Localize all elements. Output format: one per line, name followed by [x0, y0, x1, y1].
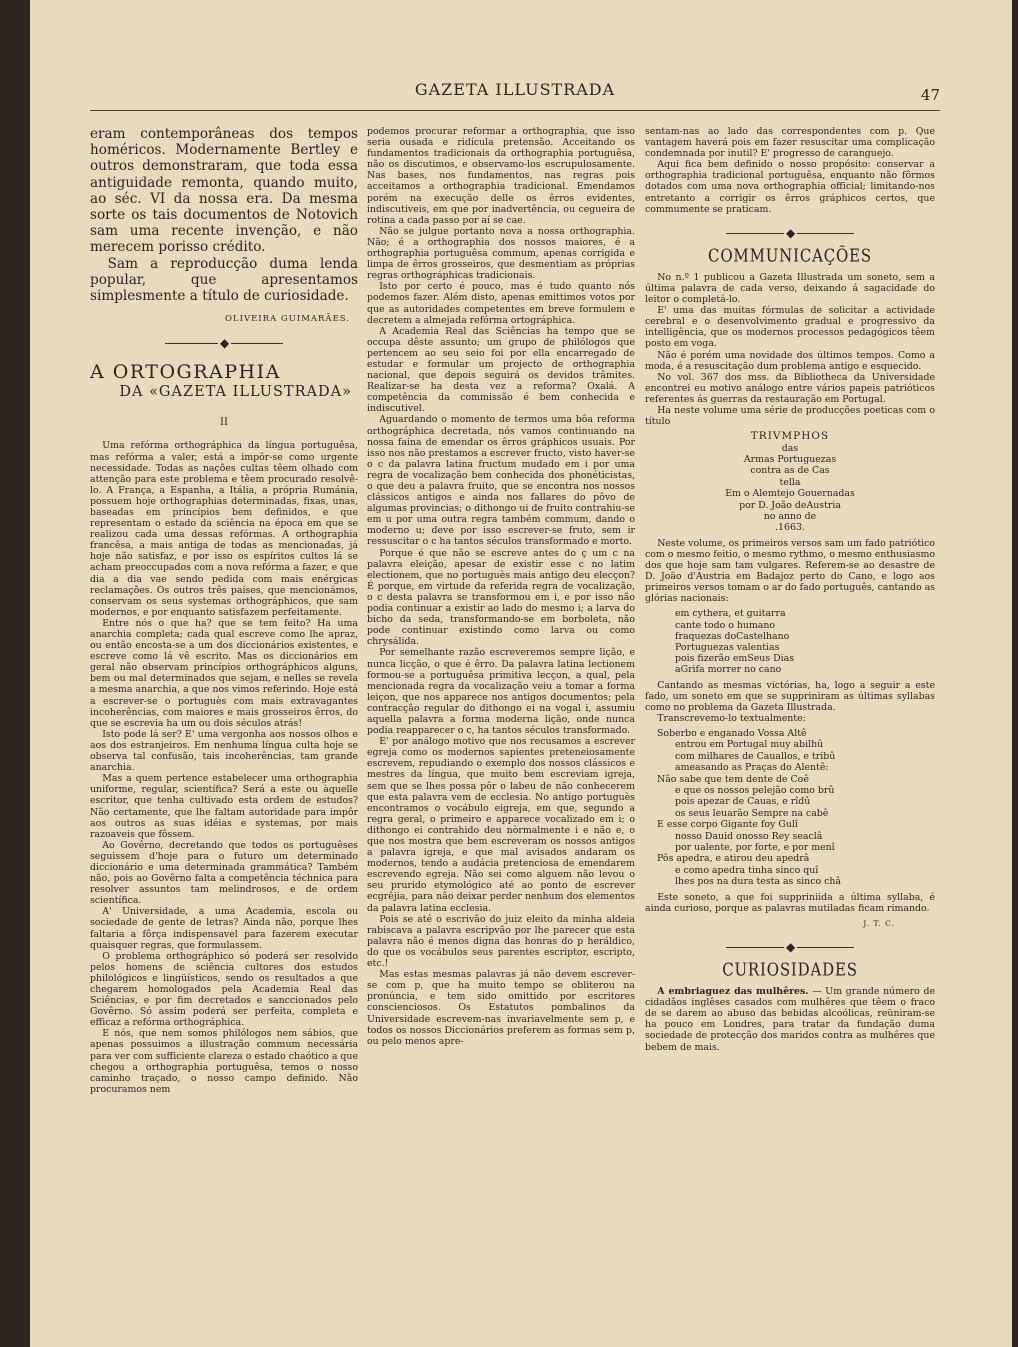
paragraph: sentam-nas ao lado das correspondentes com p. Que vantagem haverá pois em fazer resuscitar uma complicação condemnada por inutil? E' progresso de caranguejo. — [645, 126, 935, 160]
paragraph: Transcrevemo-lo textualmente: — [657, 712, 806, 724]
item-lead: A embriaguez das mulhêres. — [657, 986, 809, 998]
sonnet-line: por ualente, por forte, e por menî — [675, 842, 835, 854]
sonnet-line: lhes pos na dura testa as sinco châ — [675, 876, 841, 888]
verse-line: em cythera, et guitarra — [675, 608, 786, 620]
paragraph: O problema orthográphico só poderá ser resolvido pelos homens de sciência cultores dos estudos philológicos e lingüísticos, sendo os resultados a que chegarem homologados pela Academia Real das Sciências, e por fim decretados e sanccionados pelo Govêrno. Só assim poderá ser perfeita, completa e efficaz a refórma orthográphica. — [90, 950, 358, 1029]
paragraph: Porque é que não se escreve antes do ç um c na palavra eleição, apesar de existir esse c no latim electionem, que no portuguès mais antigo deu elecçon? É porque, em virtude da referida regra de vocalização, o c desta palavra se transformou em i, e por isso não podia continuar a existir ao lado do mesmo i; a larva do bicho da seda, transformando-se em borboleta, não pode continuar existindo como larva ou como chrysálida. — [367, 547, 635, 648]
title-line: contra as de Cas — [750, 465, 830, 477]
previous-article-ending — [90, 126, 358, 304]
paragraph — [645, 986, 935, 1053]
paragraph: No vol. 367 dos mss. da Bibliotheca da Universidade encontrei eu motivo análogo entre vários papeis patrióticos referentes ás guerras da restauração em Portugal. — [645, 371, 935, 405]
column-3 — [645, 126, 935, 1336]
paragraph: E' uma das muitas fórmulas de solicitar a actividade cerebral e o desenvolvimento gradual e progressivo da intelligência, que os modernos processos pedagógicos têem posto em voga. — [645, 305, 935, 350]
diamond-ornament-icon: ◆ — [220, 336, 230, 351]
sonnet-line: Não sabe que tem dente de Coê — [657, 773, 809, 785]
paragraph: A Academia Real das Sciências ha tempo que se occupa dêste assunto; um grupo de philólogos que pertencem ao seu seio foi por ella encarregado de estudar e formular um projecto de orthographia nacional, que depois seguirá os devidos trâmites. Realizar-se ha desta vez a reforma? Oxalá. A competência da commissão é bem conhecida e indiscutivel. — [367, 325, 635, 415]
sonnet-line: Soberbo e enganado Vossa Altê — [657, 727, 807, 739]
column-2 — [367, 126, 635, 1336]
item-text: — Um grande número de cidadãos inglêses casados com mulhêres que têem o fraco de se darem ao abuso das bebidas alcoólicas, reüniram-se ha pouco em Londres, para tratar da fundação duma sociedade de protecção dos maridos contra as mulhêres que bebem de mais. — [645, 986, 935, 1053]
sonnet — [657, 728, 935, 888]
title-line: TRIVMPHOS — [750, 430, 830, 443]
paragraph: Mas estas mesmas palavras já não devem escrever-se com p, que ha muito tempo se obliterou na pronúncia, e tem sido omittido por escritores conscienciosos. Os Estatutos pombalinos da Universidade escrevem-nas invariavelmente sem p, e todos os nossos Diccionários preferem as formas sem p, ou pelo menos apre- — [367, 969, 635, 1047]
author-signature: OLIVEIRA GUIMARÃES. — [224, 314, 350, 325]
sonnet-line: pois apezar de Cauas, e rîdû — [675, 796, 811, 808]
sonnet-line: ameasando as Praças do Alentê: — [675, 762, 829, 774]
section-divider — [90, 331, 358, 355]
sonnet-line: e como apedra tinha sinco quî — [675, 864, 819, 876]
title-line: das — [781, 442, 799, 454]
paragraph: Isto por certo é pouco, mas é tudo quanto nós podemos fazer. Além disto, apenas emittimos votos por que as autoridades competentes em breve formulem e decretem a almejada refórma ortográphica. — [367, 281, 635, 326]
fado-verse — [675, 608, 935, 675]
verse-line: aGrifa morrer no cano — [675, 664, 782, 676]
sonnet-line: e que os nossos pelejão como brû — [675, 785, 835, 796]
title-line: Em o Alemtejo Gouernadas — [725, 488, 855, 500]
paragraph: Sam a reproducção duma lenda popular, que apresentamos simplesmente a título de curiosidade. — [90, 255, 358, 305]
paragraph: Cantando as mesmas victórias, ha, logo a seguir a este fado, um soneto em que se suppriniram as últimas syllabas como no problema da Gazeta Illustrada. — [645, 679, 935, 713]
paragraph: Neste volume, os primeiros versos sam um fado patriótico com o mesmo feitio, o mesmo rythmo, o mesmo enthusiasmo dos que hoje sam tam vulgares. Referem-se ao desastre de D. João d'Austria em Badajoz perto do Cano, e logo aos primeiros versos tomam o ar do fado português, cantando as glórias nacionais: — [645, 537, 935, 605]
page-number: 47 — [920, 86, 940, 104]
paragraph: A' Universidade, a uma Academia, escola ou sociedade de gente de letras? Ainda não, porque lhes faltaria a fôrça indispensavel para fazerem executar quaisquer regras, que formulassem. — [90, 906, 358, 951]
paragraph: Mas a quem pertence estabelecer uma orthographia uniforme, regular, scientífica? Será a este ou àquelle escritor, que tenha cultivado esta ordem de estudos? Não certamente, que lhe faltam autoridade para impôr aos outros as suas idéias e systemas, por mais razoaveis que fôssem. — [90, 773, 358, 840]
paragraph: Uma refórma orthográphica da língua portuguêsa, mas refórma a valer, está a impôr-se como urgente necessidade. Todas as nações cultas têem olhado com attenção para este problema e têem procurado resolvê-lo. A França, a Espanha, a Itália, a própria Rumánia, possuem hoje orthographias determinadas, fixas, unas, baseadas em princípios bem definidos, e que representam o estado da sciência na época em que se realizou cada uma dessas refórmas. A orthographia francêsa, a mais antiga de todas as mencionadas, já hoje não satisfaz, e por isso os espíritos cultos lá se acham preoccupados com a nova refórma a fazer, e que dia a dia vae sendo pedida com mais enérgicas reclamações. Os outros três países, que mencionámos, conservam os seus systemas orthográphicos, que sam modernos, e por enquanto satisfazem perfeitamente. — [90, 440, 358, 618]
verse-line: cante todo o humano — [675, 619, 776, 631]
paragraph: No n.º 1 publicou a Gazeta Illustrada um soneto, sem a última palavra de cada verso, deixando á sagacidade do leitor o completá-lo. — [645, 271, 935, 306]
paragraph: podemos procurar reformar a orthographia, que isso seria ousada e ridícula pretensão. Acceitando os fundamentos tradicionais da orthographia portuguêsa, não os discutimos, e observamo-los escrupulosamente. Nas bases, nos fundamentos, nas regras pois acceitamos a orthographia tradicional. Emendamos porém na execução delle os êrros evidentes, indiscutiveis, em que por inadvertência, ou cegueira de rotina a cada passo por aí se cae. — [367, 126, 635, 226]
diamond-ornament-icon: ◆ — [786, 225, 796, 240]
paragraph: Pois se até o escrivão do juiz eleito da minha aldeia rabiscava a palavra escripvão por lhe parecer que esta palavra não é menos digna das honras do p heráldico, do que os vocábulos seus parentes escriptor, escripto, etc.! — [367, 913, 635, 970]
paragraph: Aqui fica bem definido o nosso propósito: conservar a orthographia tradicional portuguêsa, enquanto não fôrmos dotados com uma nova orthographia official; limitando-nos entretanto a corrigir os êrros gráphicos certos, que commumente se praticam. — [645, 159, 935, 215]
title-line: .1663. — [775, 522, 805, 534]
section-divider — [645, 935, 935, 959]
title-line: tella — [779, 476, 801, 488]
sonnet-line: Pôs apedra, e atirou deu apedrâ — [657, 853, 810, 865]
paragraph: Não é porém uma novidade dos últimos tempos. Como a moda, é a resuscitação dum problema antigo e esquecido. — [645, 349, 935, 372]
diamond-ornament-icon: ◆ — [786, 939, 796, 954]
paragraph: E nós, que nem somos philólogos nem sábios, que apenas possuimos a illustração commum necessária para ver com sufficiente clareza o estado chaótico a que chegou a orthographia portuguêsa, temos o nosso caminho traçado, o nosso campo definido. Não procuramos nem — [90, 1028, 358, 1095]
paragraph: Ha neste volume uma série de producções poeticas com o título — [645, 404, 935, 428]
title-line: no anno de — [763, 511, 817, 522]
article-title: A ORTOGRAPHIA — [90, 361, 281, 384]
paragraph: Não se julgue portanto nova a nossa orthographia. Não; é a orthographia dos nossos maiores, é a orthographia portuguêsa commum, apenas corrigida e limpa de êrros grosseiros, que desmentiam as próprias regras orthográphicas tradicionais. — [367, 225, 635, 282]
paragraph: Este soneto, a que foi suppriniida a última syllaba, é ainda curioso, porque as palavras mutiladas ficam rimando. — [645, 891, 935, 914]
header-rule — [90, 110, 940, 111]
paragraph: Por semelhante razão escreveremos sempre lição, e nunca licção, o que é êrro. Da palavra latina lectionem formou-se a portuguêsa primitiva lecçon, a qual, pela mencionada regra da vocalização veiu a tomar a forma leiçon, que nos apparece nos antigos documentos; pela contracção regular do dithongo ei na vogal i, assumiu aquella palavra a forma moderna lição, onde nunca podia reapparecer o c, ha tantos séculos transformado. — [367, 647, 635, 737]
verse-line: Portuguezas valentias — [675, 641, 780, 653]
article-subtitle: DA «GAZETA ILLUSTRADA» — [119, 384, 352, 401]
sonnet-line: os seus leuarão Sempre na cabê — [675, 807, 829, 819]
paragraph: Aguardando o momento de termos uma bôa reforma orthográphica decretada, nós vamos continuando na nossa faina de emendar os êrros gráphicos usuais. Por isso nos não prestamos a escrever fructo, visto haver-se o c da palavra latina fructum mudado em i por uma regra de vocalização bem conhecida dos phonéticistas, o que deu a palavra fruito, que se encontra nos nossos clássicos antigos e ainda nos fallares do pôvo de algumas provincias; o dithongo ui de fruito contrahiu-se em u por uma outra regra também commum, dando o moderno u; deve por isso escrever-se fruto, sem ir ressuscitar o c ha tantos séculos transformado e morto. — [367, 414, 635, 548]
sonnet-line: entrou em Portugal muy abilhû — [675, 739, 824, 751]
paragraph: Entre nós o que ha? que se tem feito? Ha uma anarchia completa; cada qual escreve como lhe apraz, ou então encosta-se a um dos diccionários existentes, e escreve como lá vê escrito. Mas os diccionários em geral não observam princípios orthográphicos alguns, bem ou mal determinados que sejam, e nelles se revela a mesma anarchia, a que nos vimos referindo. Hoje está a escrever-se o portuguès com mais extravagantes incoherências, com maiores e mais grosseiros êrros, do que se escrevia ha um ou dois séculos atrás! — [90, 617, 358, 729]
author-initials: J. T. C. — [863, 918, 895, 928]
title-line: por D. João deAustria — [739, 499, 841, 511]
paragraph: E' por análogo motivo que nos recusamos a escrever egreja como os modernos sapientes preteneiosamente escrevem, repudiando o exemplo dos nossos clássicos e mestres da língua, que muito bem escreviam igreja, sem que se lhes possa pôr o labeu de não conhecerem que esta palavra vem de ecclesia. No antigo portuguès encontramos o vocábulo eigreja, em que, segundo a regra geral, o primeiro e apparece vocalizado em i; o dithongo ei contrahido deu nòrmalmente i e não e, o que nos mostra que bem escreveram os nossos antigos a palavra igreja, e que mal avisados andaram os modernos, tendo a audácia pretenciosa de emendarem escrevendo egreja. Não sei como alguem não levou o seu prurido etymológico até ao ponto de escrever ecgrêjia, para não deixar perder nenhum dos elementos da palavra latina ecclesia. — [367, 736, 635, 914]
running-title: GAZETA ILLUSTRADA — [414, 80, 616, 99]
sonnet-line: nosso Dauid onosso Rey seaclâ — [675, 830, 823, 842]
newspaper-page — [30, 0, 1012, 1347]
paragraph: Ao Govêrno, decretando que todos os portuguêses seguissem d'hoje para o futuro um determinado diccionário e uma determinada grammática? Também não, pois ao Govêrno falta a competência téchnica para resolver assuntos tam melindrosos, e de ordem scientífica. — [90, 839, 358, 907]
sonnet-line: com milhares de Cauallos, e tribû — [675, 750, 836, 762]
sonnet-line: E esse corpo Gigante foy Gulî — [657, 819, 798, 831]
section-numeral: II — [220, 417, 228, 429]
title-line: Armas Portuguezas — [743, 453, 837, 465]
paragraph: Isto pode lá ser? E' uma vergonha aos nossos olhos e aos dos estranjeiros. Em nenhuma língua culta hoje se observa tal confusão, tais incoherências, tam grande anarchia. — [90, 728, 358, 774]
page-header — [90, 78, 940, 108]
verse-line: pois fizerão emSeus Dias — [675, 653, 795, 665]
manuscript-title-block — [645, 431, 935, 534]
section-divider — [645, 221, 935, 245]
column-1 — [90, 126, 358, 1336]
paragraph: eram contemporâneas dos tempos homéricos. Modernamente Bertley e outros demonstraram, que toda essa antiguidade remonta, quando muito, ao séc. VI da nossa era. Da mesma sorte os tais documentos de Notovich sam uma recente invenção, e não merecem porisso crédito. — [90, 126, 358, 256]
verse-line: fraquezas doCastelhano — [675, 630, 790, 642]
communications-title: COMMUNICAÇÕES — [708, 245, 872, 267]
curiosidades-title: CURIOSIDADES — [722, 959, 858, 981]
